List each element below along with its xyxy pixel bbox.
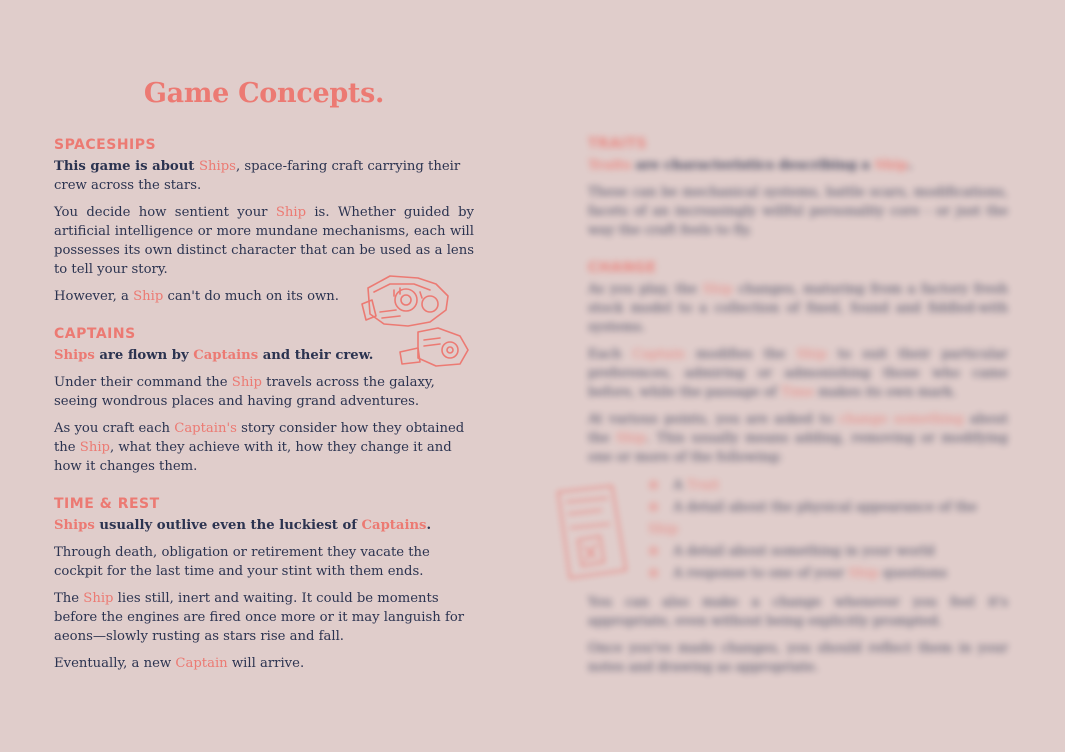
- paragraph: [588, 280, 1008, 337]
- bullet-icon: ⊕: [648, 500, 660, 515]
- text: about the: [588, 412, 1008, 446]
- text: The: [54, 591, 84, 606]
- keyword-captains: Captains: [193, 348, 259, 363]
- keyword-captain: Captain: [175, 656, 228, 671]
- list-item: [648, 563, 1008, 585]
- spaceship-illustration: [360, 270, 475, 370]
- list-item: [648, 497, 1008, 541]
- section-heading: TIME & REST: [54, 496, 160, 512]
- text: A detail about something in your world: [673, 544, 935, 559]
- section-change: [588, 260, 1008, 677]
- list-item: [648, 541, 1008, 563]
- text: usually outlive even the luckiest of: [94, 518, 362, 533]
- text: Each: [588, 347, 633, 362]
- keyword-captains: Captains: [361, 518, 427, 533]
- paragraph: Through death, obligation or retirement they vacate the cockpit for the last time and your stint with them ends.: [54, 545, 430, 579]
- keyword-ship: Ship: [275, 205, 307, 220]
- keyword-change: change something: [838, 412, 964, 427]
- text: As you play, the: [588, 282, 703, 297]
- paragraph: You can also make a change whenever you feel it's appropriate, even without being explicitly prompted.: [588, 595, 1008, 629]
- text: story consider how they obtained the: [54, 421, 465, 455]
- section-heading: TRAITS: [588, 136, 648, 152]
- paragraph: [588, 345, 1008, 402]
- text: .: [426, 518, 432, 533]
- text: questions: [878, 566, 948, 581]
- keyword-ship: Ship: [231, 375, 262, 390]
- section-traits: [588, 136, 1008, 240]
- text: is. Whether guided by artificial intelligence or more mundane mechanisms, each will possesses its own distinct character that can be used as a lens to tell your story.: [54, 205, 474, 277]
- text: to suit their particular preferences, admiring or admonishing those who came before, while the passage of: [588, 347, 1008, 400]
- text: are flown by: [94, 348, 194, 363]
- section-heading: SPACESHIPS: [54, 137, 157, 153]
- text: . This usually means adding, removing or modifying one or more of the following:: [588, 431, 1008, 465]
- keyword-ship: Ship: [133, 289, 164, 304]
- bullet-icon: ⊕: [648, 566, 660, 581]
- text: At various points, you are asked to: [588, 412, 839, 427]
- section-heading: CHANGE: [588, 260, 657, 276]
- keyword-traits: Traits: [588, 158, 631, 173]
- text: A: [673, 478, 687, 493]
- section-heading: CAPTAINS: [54, 326, 136, 342]
- text: will arrive.: [227, 656, 305, 671]
- text: A detail about the physical appearance of the: [673, 500, 977, 515]
- paragraph: [54, 203, 474, 279]
- right-page: [588, 136, 1008, 685]
- text: and their crew.: [258, 348, 374, 363]
- keyword: Trait: [686, 478, 720, 493]
- paragraph: [54, 419, 474, 476]
- text: , space-faring craft carrying their crew across the stars.: [54, 159, 461, 193]
- change-list: [648, 475, 1008, 585]
- keyword-ship: Ship: [874, 158, 908, 173]
- keyword-time: Time: [780, 385, 815, 400]
- text: changes, maturing from a factory fresh stock model to a collection of fixed, found and fiddled-with systems.: [588, 282, 1008, 335]
- text: .: [907, 158, 913, 173]
- paragraph: Once you've made changes, you should reflect them in your notes and drawing as appropriate.: [588, 641, 1008, 675]
- paragraph: These can be mechanical systems, battle scars, modifications, facets of an increasingly willful personality core - or just the way the craft feels to fly.: [588, 185, 1008, 238]
- keyword-captain: Captain's: [174, 421, 237, 436]
- paragraph: [54, 589, 474, 646]
- card-illustration: [552, 484, 632, 580]
- keyword-ship: Ship: [615, 431, 647, 446]
- text: , what they achieve with it, how they change it and how it changes them.: [54, 440, 452, 474]
- text: However, a: [54, 289, 134, 304]
- left-page: [54, 78, 474, 681]
- keyword-ship: Ship: [83, 591, 114, 606]
- keyword-captain: Captain: [632, 347, 685, 362]
- text: A response to one of your: [673, 566, 849, 581]
- text: Eventually, a new: [54, 656, 176, 671]
- text: can't do much on its own.: [163, 289, 339, 304]
- paragraph: [588, 156, 1008, 175]
- text: makes its own mark.: [814, 385, 957, 400]
- keyword-ships: Ships: [54, 518, 95, 533]
- keyword-ship: Ship: [79, 440, 110, 455]
- bullet-icon: ⊕: [648, 544, 660, 559]
- keyword: Ship: [848, 566, 879, 581]
- text: are characteristics describing a: [630, 158, 875, 173]
- text: You decide how sentient your: [54, 205, 276, 220]
- text: modifies the: [684, 347, 797, 362]
- paragraph: [588, 410, 1008, 467]
- keyword-ship: Ship: [702, 282, 733, 297]
- keyword: Ship: [648, 522, 679, 537]
- list-item: [648, 475, 1008, 497]
- keyword-ship: Ships: [199, 159, 236, 174]
- text: travels across the galaxy, seeing wondrous places and having grand adventures.: [54, 375, 435, 409]
- paragraph: [54, 516, 474, 535]
- text: Under their command the: [54, 375, 232, 390]
- paragraph: [54, 157, 474, 195]
- bullet-icon: ⊕: [648, 478, 660, 493]
- text: This game is about: [54, 159, 199, 174]
- section-time-rest: [54, 496, 474, 673]
- paragraph: [54, 654, 474, 673]
- page-title: Game Concepts.: [143, 78, 385, 109]
- keyword-ships: Ships: [54, 348, 95, 363]
- keyword-ship: Ship: [796, 347, 827, 362]
- text: lies still, inert and waiting. It could be moments before the engines are fired once more or it may languish for aeons—slowly rusting as stars rise and fall.: [54, 591, 465, 644]
- paragraph: [54, 373, 474, 411]
- text: As you craft each: [54, 421, 175, 436]
